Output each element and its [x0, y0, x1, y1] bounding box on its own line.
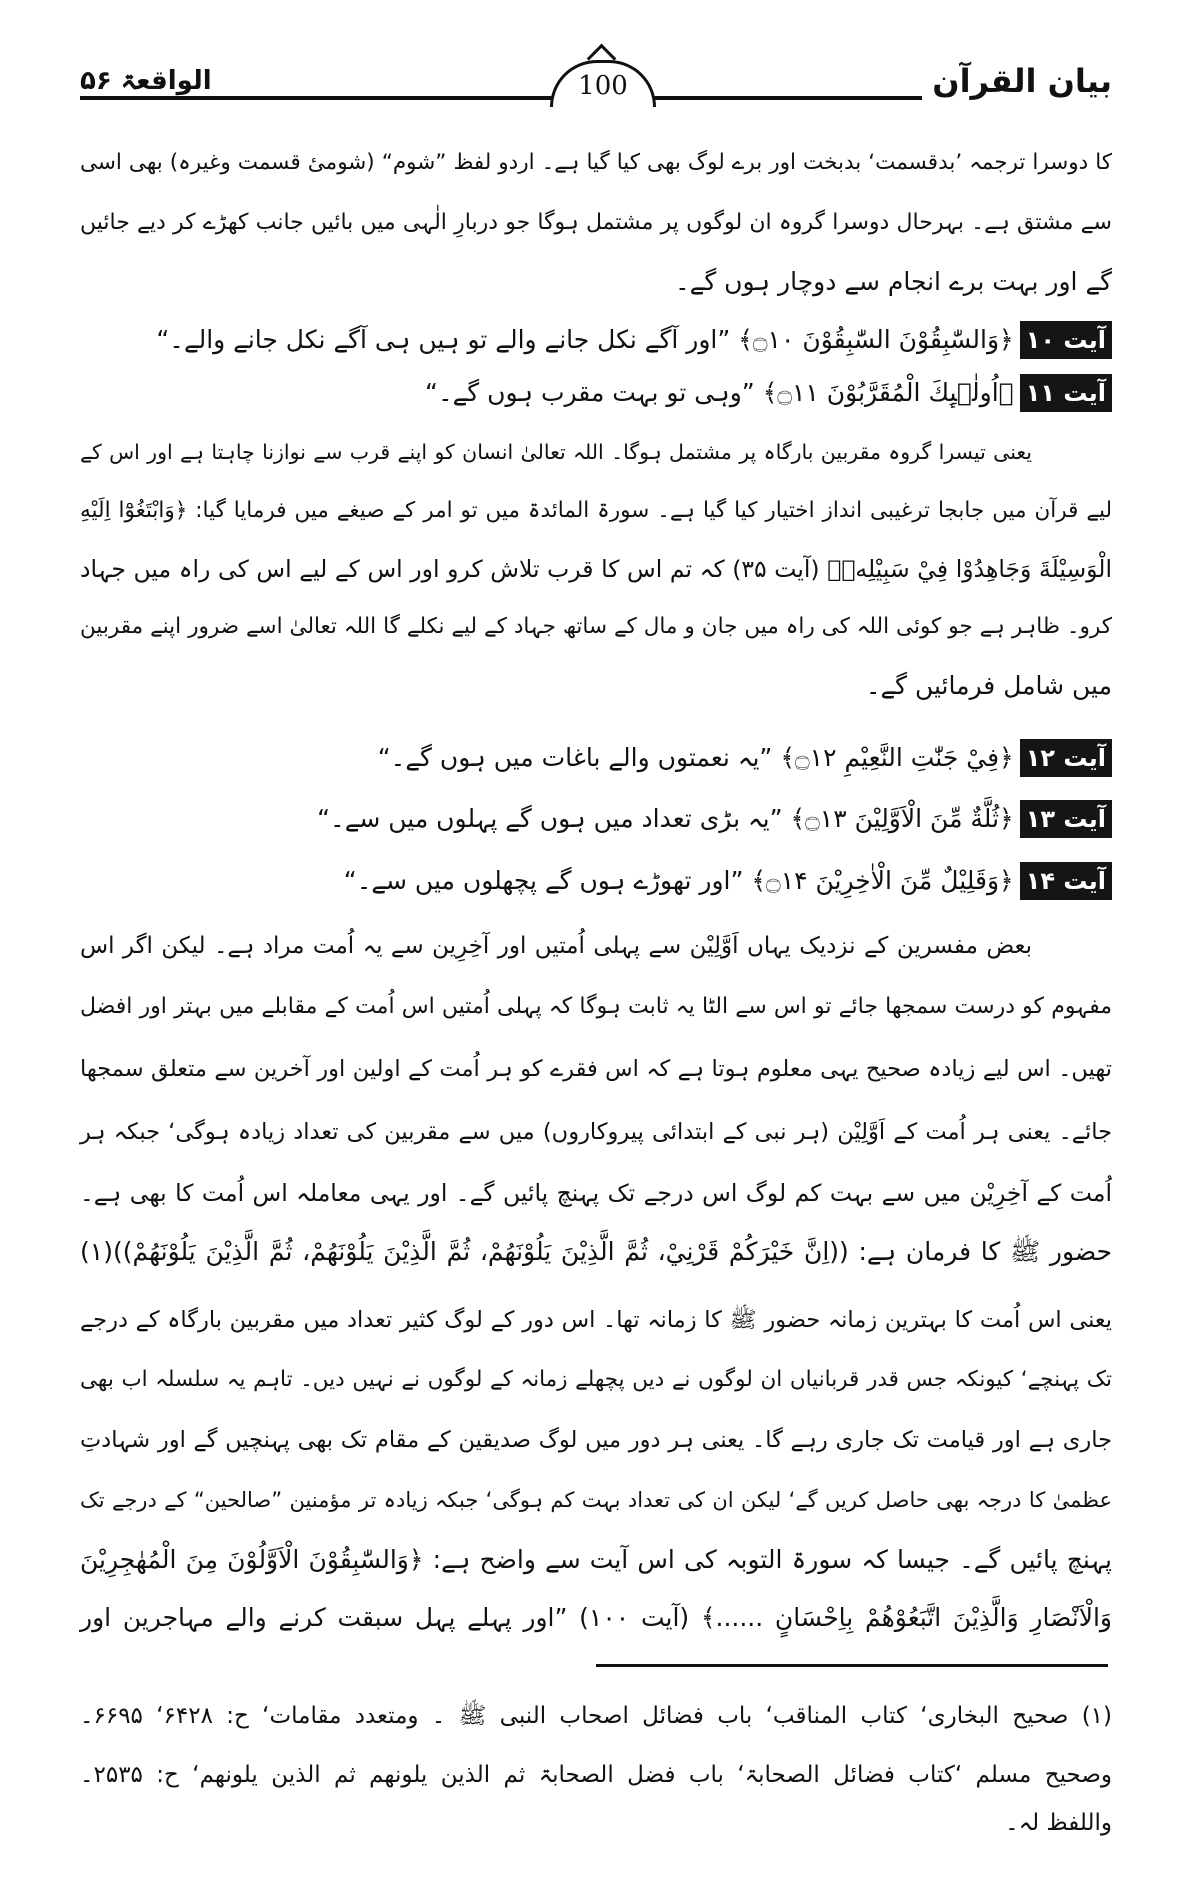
- text-line: الْوَسِيْلَةَ وَجَاهِدُوْا فِيْ سَبِيْلِهٖ﴾ (آیت ۳۵) کہ تم اس کا قرب تلاش کرو اور اس کے لیے اس کی راہ میں جہاد: [80, 555, 1112, 583]
- ayah-arabic: ﴿ثُلَّةٌ مِّنَ الْاَوَّلِيْنَ ۝۱۳﴾: [790, 804, 1014, 833]
- ayah-line: [80, 373, 1112, 415]
- ayah-translation: ”وہی تو بہت مقرب ہوں گے۔“: [425, 378, 755, 407]
- ayah-number-badge: آیت ۱۲: [1020, 739, 1112, 777]
- ayah-translation: ”یہ نعمتوں والے باغات میں ہوں گے۔“: [377, 743, 773, 772]
- text-line: بعض مفسرین کے نزدیک یہاں اَوَّلِیْن سے پہلی اُمتیں اور آخِرِین سے یہ اُمت مراد ہے۔ لیکن اگر اس: [80, 933, 1032, 959]
- text-line: کرو۔ ظاہر ہے جو کوئی اللہ کی راہ میں جان و مال کے ساتھ جہاد کے لیے نکلے گا اللہ تعالیٰ اسے ضرور اپنے مقربین: [80, 614, 1112, 639]
- footnote-separator: [596, 1664, 1108, 1667]
- text-line: میں شامل فرمائیں گے۔: [865, 671, 1112, 700]
- text-line: گے اور بہت برے انجام سے دوچار ہوں گے۔: [675, 267, 1112, 296]
- text-line: پہنچ پائیں گے۔ جیسا کہ سورۃ التوبہ کی اس آیت سے واضح ہے: ﴿وَالسّٰبِقُوْنَ الْاَوَّلُوْنَ مِنَ الْمُهٰجِرِيْنَ: [80, 1545, 1112, 1574]
- text-line: وَالْاَنْصَارِ وَالَّذِيْنَ اتَّبَعُوْهُمْ بِاِحْسَانٍ ......﴾ (آیت ۱۰۰) ”اور پہلے پہل سبقت کرنے والے مہاجرین اور: [80, 1603, 1112, 1632]
- ayah-translation: ”اور آگے نکل جانے والے تو ہیں ہی آگے نکل جانے والے۔“: [156, 325, 731, 354]
- ayah-line: [80, 799, 1112, 841]
- ayah-arabic: ﴿وَالسّٰبِقُوْنَ السّٰبِقُوْنَ ۝۱۰﴾: [738, 325, 1014, 354]
- text-line: کا دوسرا ترجمہ ’بدقسمت‘ بدبخت اور برے لوگ بھی کیا گیا ہے۔ اردو لفظ ”شوم“ (شومیٔ قسمت وغیرہ) بھی اسی: [80, 150, 1112, 175]
- text-line: یعنی تیسرا گروہ مقربین بارگاہ پر مشتمل ہوگا۔ اللہ تعالیٰ انسان کو اپنے قرب سے نوازنا چاہتا ہے اور اس کے: [80, 440, 1032, 464]
- footnote-line: واللفظ لہ۔: [1005, 1810, 1112, 1836]
- ayah-arabic: ﴿فِيْ جَنّٰتِ النَّعِيْمِ ۝۱۲﴾: [780, 743, 1014, 772]
- page-number: 100: [550, 60, 656, 107]
- ayah-number-badge: آیت ۱۳: [1020, 800, 1112, 838]
- surah-name: الواقعۃ ۵۶: [80, 66, 222, 96]
- text-line: سے مشتق ہے۔ بہرحال دوسرا گروہ ان لوگوں پر مشتمل ہوگا جو دربارِ الٰہی میں بائیں جانب کھڑے کر دیے جائیں: [80, 210, 1112, 235]
- ayah-translation: ”یہ بڑی تعداد میں ہوں گے پہلوں میں سے۔“: [317, 804, 783, 833]
- ayah-arabic: ﴿وَقَلِيْلٌ مِّنَ الْاٰخِرِيْنَ ۝۱۴﴾: [751, 866, 1014, 895]
- footnote-line: وصحیح مسلم ‘کتاب فضائل الصحابۃ‘ باب فضل الصحابۃ ثم الذین یلونھم ثم الذین یلونھم‘ ح: ۲۵۳۵۔: [80, 1762, 1112, 1788]
- text-line: تھیں۔ اس لیے زیادہ صحیح یہی معلوم ہوتا ہے کہ اس فقرے کو ہر اُمت کے اولین اور آخرین سے متعلق سمجھا: [80, 1056, 1112, 1082]
- ayah-translation: ”اور تھوڑے ہوں گے پچھلوں میں سے۔“: [343, 866, 744, 895]
- ayah-line: [80, 738, 1112, 780]
- ayah-number-badge: آیت ۱۰: [1020, 321, 1112, 359]
- running-header: [80, 62, 1112, 112]
- ayah-line: [80, 861, 1112, 903]
- ayah-number-badge: آیت ۱۴: [1020, 862, 1112, 900]
- text-line: جائے۔ یعنی ہر اُمت کے اَوَّلِیْن (ہر نبی کے ابتدائی پیروکاروں) میں سے مقربین کی تعداد زیادہ ہوگی‘ جبکہ ہر: [80, 1119, 1112, 1145]
- text-line: جاری ہے اور قیامت تک جاری رہے گا۔ یعنی ہر دور میں لوگ صدیقین کے مقام تک بھی پہنچیں گے اور شہادتِ: [80, 1427, 1112, 1453]
- text-line: یعنی اس اُمت کا بہترین زمانہ حضور ﷺ کا زمانہ تھا۔ اس دور کے لوگ کثیر تعداد میں مقربین بارگاہ کے درجے: [80, 1307, 1112, 1333]
- text-line: مفہوم کو درست سمجھا جائے تو اس سے الٹا یہ ثابت ہوگا کہ پہلی اُمتیں اس اُمت کے مقابلے میں بہتر اور افضل: [80, 994, 1112, 1019]
- ayah-number-badge: آیت ۱۱: [1020, 374, 1112, 412]
- text-line: عظمیٰ کا درجہ بھی حاصل کریں گے‘ لیکن ان کی تعداد بہت کم ہوگی‘ جبکہ زیادہ تر مؤمنین ”صالحین“ کے درجے تک: [80, 1488, 1112, 1512]
- footnote-line: (۱) صحیح البخاری‘ کتاب المناقب‘ باب فضائل اصحاب النبی ﷺ ۔ ومتعدد مقامات‘ ح: ۶۴۲۸‘ ۶۶۹۵۔: [80, 1703, 1113, 1729]
- book-title: بیان القرآن: [922, 62, 1112, 100]
- text-line: لیے قرآن میں جابجا ترغیبی انداز اختیار کیا گیا ہے۔ سورۃ المائدۃ میں تو امر کے صیغے میں فرمایا گیا: ﴿وَابْتَغُوْٓا اِلَيْهِ: [80, 498, 1112, 523]
- text-line: اُمت کے آخِرِیْن میں سے بہت کم لوگ اس درجے تک پہنچ پائیں گے۔ اور یہی معاملہ اس اُمت کا بھی ہے۔: [80, 1179, 1112, 1207]
- ayah-arabic: ﴿اُولٰۗىِٕكَ الْمُقَرَّبُوْنَ ۝۱۱﴾: [762, 378, 1014, 407]
- text-line: تک پہنچے‘ کیونکہ جس قدر قربانیاں ان لوگوں نے دیں پچھلے زمانہ کے لوگوں نے نہیں دیں۔ تاہم یہ سلسلہ اب بھی: [80, 1367, 1112, 1392]
- ayah-line: [80, 320, 1112, 362]
- hadith-line: حضور ﷺ کا فرمان ہے: ((اِنَّ خَيْرَكُمْ قَرْنِيْ، ثُمَّ الَّذِيْنَ يَلُوْنَهُمْ، ثُمَّ الَّذِيْنَ يَلُوْنَهُمْ، ثُمَّ الَّذِيْنَ يَلُوْنَهُمْ))(۱): [80, 1237, 1112, 1266]
